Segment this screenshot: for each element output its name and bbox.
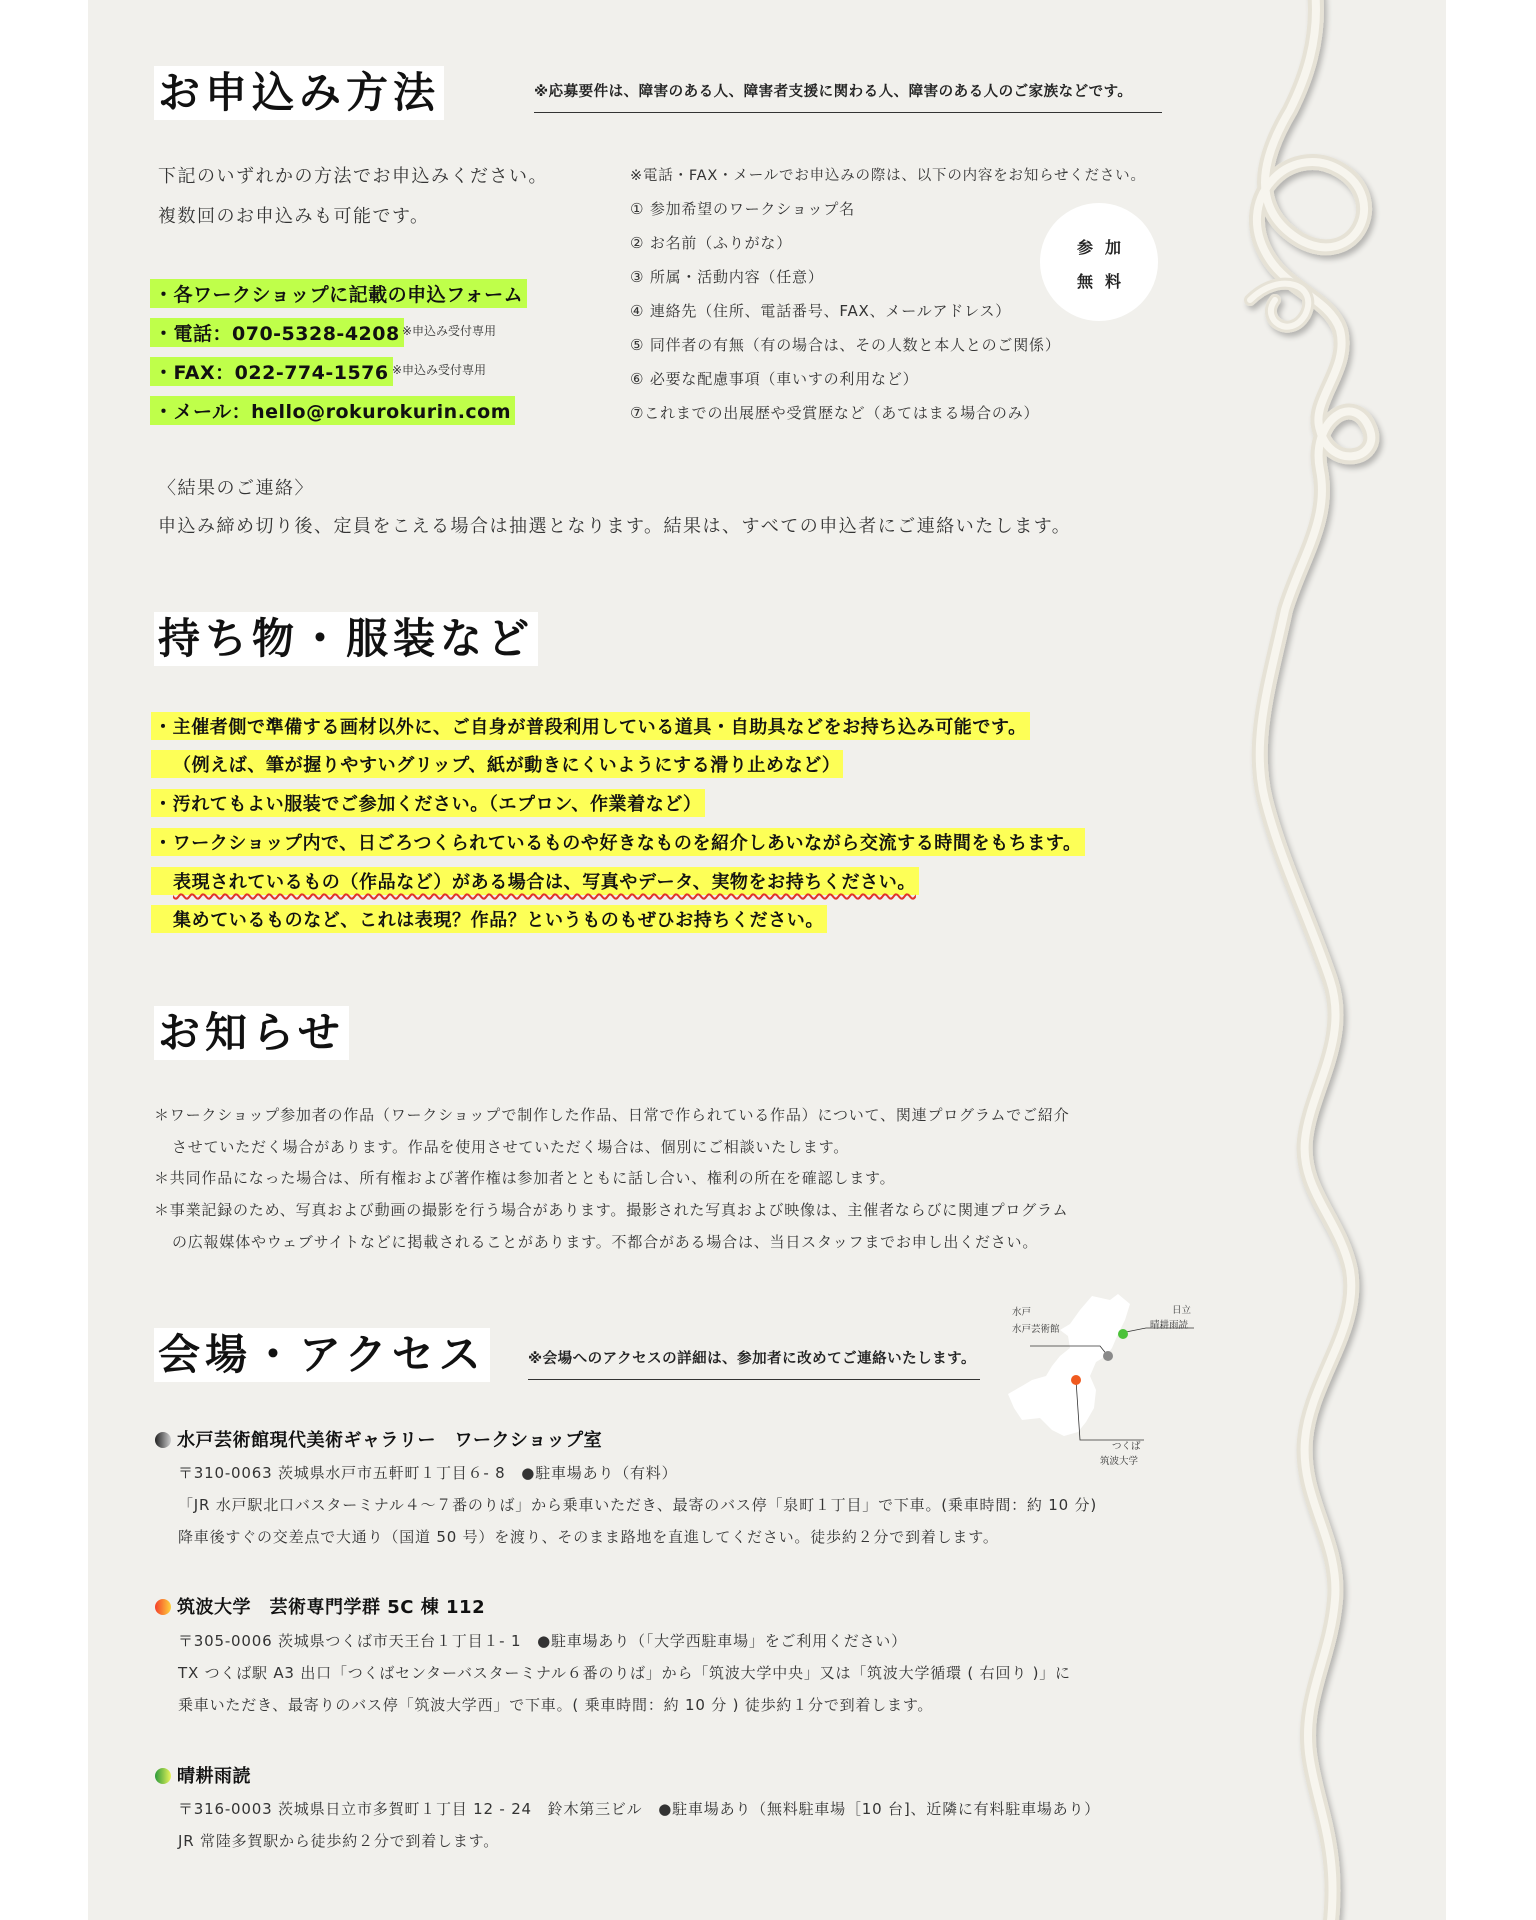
belongings-line-emphasis bbox=[151, 867, 919, 895]
venue-hitachi-title bbox=[155, 1762, 251, 1788]
belongings-line: ・汚れてもよい服装でご参加ください。（エプロン、作業着など） bbox=[151, 789, 705, 817]
venue-mito-title bbox=[155, 1426, 602, 1452]
apply-intro-2: 複数回のお申込みも可能です。 bbox=[158, 206, 430, 227]
info-item: ① 参加希望のワークショップ名 bbox=[630, 200, 855, 218]
venue-tsukuba-title bbox=[155, 1593, 485, 1619]
info-item: ③ 所属・活動内容（任意） bbox=[630, 268, 824, 286]
info-item: ② お名前（ふりがな） bbox=[630, 234, 793, 252]
ribbon-decoration bbox=[1190, 0, 1446, 1920]
info-heading: ※電話・FAX・メールでお申込みの際は、以下の内容をお知らせください。 bbox=[630, 168, 1146, 184]
venue-name: 筑波大学 芸術専門学群 5C 棟 112 bbox=[177, 1597, 486, 1618]
result-heading: 〈結果のご連絡〉 bbox=[158, 478, 314, 499]
method-phone: ・電話：070-5328-4208 bbox=[150, 318, 404, 347]
map-pin-tsukuba bbox=[1071, 1375, 1081, 1385]
map-label: 水戸芸術館 bbox=[1012, 1324, 1060, 1335]
venue-line: 降車後すぐの交差点で大通り（国道 50 号）を渡り、そのまま路地を直進してください。徒歩約２分で到着します。 bbox=[178, 1528, 999, 1546]
venue-line: 〒316-0003 茨城県日立市多賀町１丁目 12 - 24 鈴木第三ビル ●駐車場あり（無料駐車場［10 台]、近隣に有料駐車場あり） bbox=[178, 1800, 1101, 1818]
belongings-line: 集めているものなど、これは表現？作品？というものもぜひお持ちください。 bbox=[151, 905, 827, 933]
venue-bullet-icon bbox=[155, 1768, 171, 1784]
map-pin-hitachi bbox=[1118, 1329, 1128, 1339]
info-item: ⑥ 必要な配慮事項（車いすの利用など） bbox=[630, 370, 919, 388]
venue-name: 晴耕雨読 bbox=[177, 1766, 251, 1787]
phone-note: ※申込み受付専用 bbox=[402, 324, 497, 338]
info-item: ④ 連絡先（住所、電話番号、FAX、メールアドレス） bbox=[630, 302, 1012, 320]
map-label: 水戸 bbox=[1012, 1307, 1032, 1318]
fax-note: ※申込み受付専用 bbox=[392, 363, 487, 377]
belongings-line: ・主催者側で準備する画材以外に、ご自身が普段利用している道具・自助具などをお持ち込み可能です。 bbox=[151, 712, 1030, 740]
map-label: 日立 bbox=[1172, 1305, 1192, 1316]
notice-line: の広報媒体やウェブサイトなどに掲載されることがあります。不都合がある場合は、当日スタッフまでお申し出ください。 bbox=[172, 1233, 1039, 1251]
map-label: つくば bbox=[1112, 1441, 1141, 1452]
requirement-note: ※応募要件は、障害のある人、障害者支援に関わる人、障害のある人のご家族などです。 bbox=[534, 80, 1162, 113]
access-note: ※会場へのアクセスの詳細は、参加者に改めてご連絡いたします。 bbox=[528, 1347, 980, 1380]
section-heading-apply: お申込み方法 bbox=[154, 66, 444, 120]
venue-line: TX つくば駅 A3 出口「つくばセンターバスターミナル６番のりば」から「筑波大学中央」又は「筑波大学循環 ( 右回り )」に bbox=[178, 1664, 1071, 1682]
notice-line: させていただく場合があります。作品を使用させていただく場合は、個別にご相談いたします。 bbox=[172, 1138, 850, 1156]
belongings-line: （例えば、筆が握りやすいグリップ、紙が動きにくいようにする滑り止めなど） bbox=[151, 750, 843, 778]
venue-line: JR 常陸多賀駅から徒歩約２分で到着します。 bbox=[178, 1832, 500, 1850]
free-badge bbox=[1040, 203, 1158, 321]
map-label: 筑波大学 bbox=[1100, 1456, 1139, 1467]
badge-line-2: 無料 bbox=[1076, 272, 1133, 291]
method-email: ・メール：hello@rokurokurin.com bbox=[150, 396, 515, 425]
notice-line: ＊共同作品になった場合は、所有権および著作権は参加者とともに話し合い、権利の所在を確認します。 bbox=[154, 1169, 896, 1187]
venue-bullet-icon bbox=[155, 1432, 171, 1448]
method-form: ・各ワークショップに記載の申込フォーム bbox=[150, 279, 527, 308]
notice-line: ＊ワークショップ参加者の作品（ワークショップで制作した作品、日常で作られている作品）について、関連プログラムでご紹介 bbox=[154, 1106, 1070, 1124]
info-item: ⑦これまでの出展歴や受賞歴など（あてはまる場合のみ） bbox=[630, 404, 1040, 422]
info-item: ⑤ 同伴者の有無（有の場合は、その人数と本人とのご関係） bbox=[630, 336, 1061, 354]
result-text: 申込み締め切り後、定員をこえる場合は抽選となります。結果は、すべての申込者にご連絡いたします。 bbox=[158, 516, 1072, 537]
apply-intro-1: 下記のいずれかの方法でお申込みください。 bbox=[158, 166, 548, 187]
map-label: 晴耕雨読 bbox=[1150, 1320, 1189, 1331]
section-heading-belongings: 持ち物・服装など bbox=[154, 612, 538, 666]
map-pin-mito bbox=[1103, 1351, 1113, 1361]
section-heading-notice: お知らせ bbox=[154, 1006, 349, 1060]
wavy-underlined-text: 表現されているもの（作品など）がある場合は、写真やデータ、実物をお持ちください。 bbox=[173, 872, 916, 893]
venue-line: 乗車いただき、最寄りのバス停「筑波大学西」で下車。( 乗車時間：約 10 分 ) 徒歩約１分で到着します。 bbox=[178, 1696, 934, 1714]
badge-line-1: 参加 bbox=[1076, 238, 1133, 257]
venue-line: 「JR 水戸駅北口バスターミナル４～７番のりば」から乗車いただき、最寄のバス停「泉町１丁目」で下車。(乗車時間：約 10 分) bbox=[178, 1496, 1097, 1514]
notice-line: ＊事業記録のため、写真および動画の撮影を行う場合があります。撮影された写真および映像は、主催者ならびに関連プログラム bbox=[154, 1201, 1069, 1219]
venue-name: 水戸芸術館現代美術ギャラリー ワークショップ室 bbox=[177, 1430, 603, 1451]
method-fax: ・FAX：022-774-1576 bbox=[150, 357, 393, 386]
section-heading-access: 会場・アクセス bbox=[154, 1328, 490, 1382]
venue-bullet-icon bbox=[155, 1599, 171, 1615]
venue-line: 〒305-0006 茨城県つくば市天王台１丁目１- 1 ●駐車場あり（「大学西駐車場」をご利用ください） bbox=[178, 1632, 907, 1650]
venue-line: 〒310-0063 茨城県水戸市五軒町１丁目６- 8 ●駐車場あり（有料） bbox=[178, 1464, 678, 1482]
belongings-line: ・ワークショップ内で、日ごろつくられているものや好きなものを紹介しあいながら交流する時間をもちます。 bbox=[151, 828, 1085, 856]
